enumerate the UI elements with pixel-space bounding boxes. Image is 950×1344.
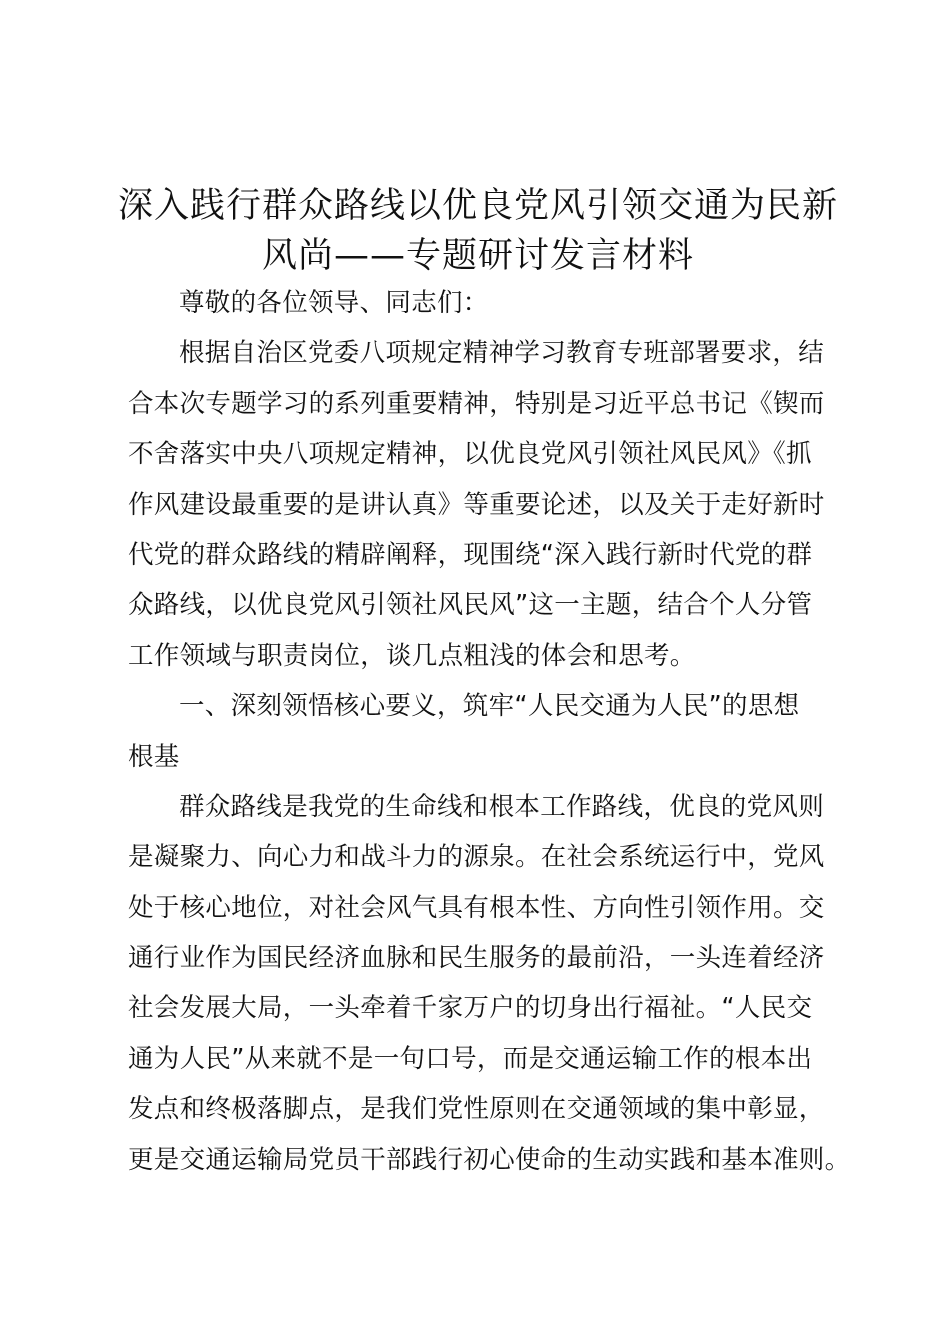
paragraph-line: 工作领域与职责岗位，谈几点粗浅的体会和思考。 [128, 640, 696, 671]
title-line: 风尚——专题研讨发言材料 [261, 236, 694, 276]
paragraph-line: 合本次专题学习的系列重要精神，特别是习近平总书记《锲而 [128, 388, 825, 419]
title-line: 深入践行群众路线以优良党风引领交通为民新 [118, 186, 839, 226]
paragraph-line: 发点和终极落脚点，是我们党性原则在交通领域的集中彰显， [128, 1094, 825, 1125]
paragraph-line: 通为人民”从来就不是一句口号，而是交通运输工作的根本出 [128, 1043, 813, 1074]
section-heading-1 [128, 681, 830, 782]
paragraph-line: 不舍落实中央八项规定精神，以优良党风引领社风民风》《抓 [128, 439, 812, 470]
paragraph-line: 群众路线是我党的生命线和根本工作路线，优良的党风则 [179, 791, 825, 822]
paragraph-line: 更是交通运输局党员干部践行初心使命的生动实践和基本准则。 [128, 1144, 851, 1175]
heading-line: 一、深刻领悟核心要义，筑牢“人民交通为人民”的思想 [179, 691, 800, 722]
paragraph-line: 众路线，以优良党风引领社风民风”这一主题，结合个人分管 [128, 590, 813, 621]
salutation: 尊敬的各位领导、同志们： [179, 288, 489, 318]
paragraph-line: 通行业作为国民经济血脉和民生服务的最前沿，一头连着经济 [128, 943, 825, 974]
paragraph-line: 代党的群众路线的精辟阐释，现围绕“深入践行新时代党的群 [128, 539, 813, 570]
paragraph-line: 根据自治区党委八项规定精神学习教育专班部署要求，结 [179, 338, 825, 369]
paragraph-line: 是凝聚力、向心力和战斗力的源泉。在社会系统运行中，党风 [128, 842, 825, 873]
document-title [118, 181, 838, 281]
paragraph-line: 社会发展大局，一头牵着千家万户的切身出行福祉。“人民交 [128, 993, 813, 1024]
paragraph-intro [128, 328, 830, 681]
heading-line: 根基 [128, 741, 180, 772]
document-body [128, 278, 851, 1185]
paragraph-line: 作风建设最重要的是讲认真》等重要论述，以及关于走好新时 [128, 489, 825, 520]
paragraph-section-1 [128, 782, 851, 1185]
paragraph-line: 处于核心地位，对社会风气具有根本性、方向性引领作用。交 [128, 892, 825, 923]
